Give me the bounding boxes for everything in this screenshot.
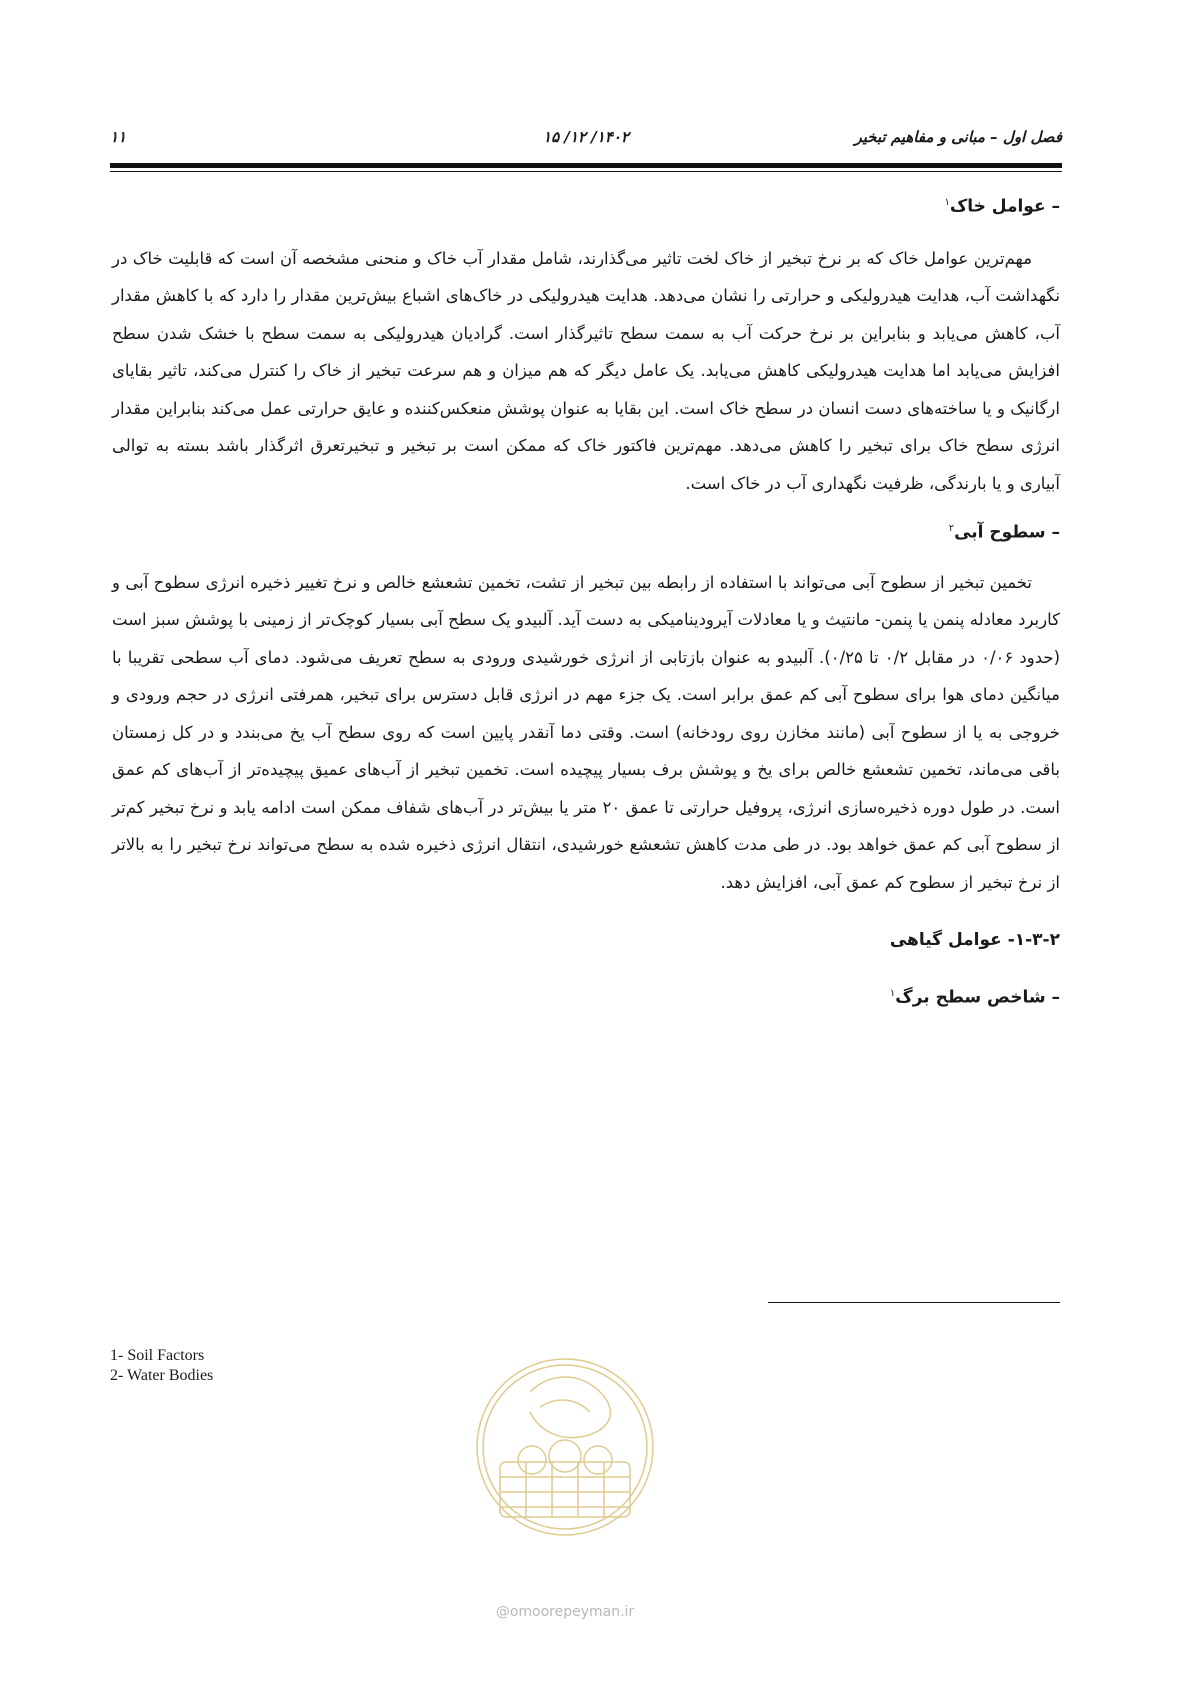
paragraph-soil: مهم‌ترین عوامل خاک که بر نرخ تبخیر از خاک لخت تاثیر می‌گذارند، شامل مقدار آب خاک و منحنی مشخصه آن است که قابلیت خاک در نگهداشت آب، هدایت هیدرولیکی و حرارتی را نشان می‌دهد. هدایت هیدرولیکی در خاک‌های اشباع بیش‌ترین مقدار را دارد که با کاهش مقدار آب، کاهش می‌یابد و بنابراین بر نرخ حرکت آب به سمت سطح تاثیرگذار است. گرادیان هیدرولیکی به سمت سطح با خشک شدن سطح افزایش می‌یابد اما هدایت هیدرولیکی کاهش می‌یابد. یک عامل دیگر که هم میزان و هم سرعت تبخیر از خاک را کنترل می‌کند، تاثیر بقایای ارگانیک و یا ساخته‌های دست انسان در سطح خاک است. این بقایا به عنوان پوشش منعکس‌کننده و عایق حرارتی عمل می‌کند بنابراین مقدار انرژی سطح خاک برای تبخیر را کاهش می‌دهد. مهم‌ترین فاکتور خاک که ممکن است بر تبخیر و تبخیرتعرق اثرگذار باشد بسته به توالی آبیاری و یا بارندگی، ظرفیت نگهداری آب در خاک است.	[112, 248, 1060, 493]
page-body	[112, 190, 1060, 1011]
footnote-separator	[768, 1302, 1060, 1303]
page-header	[110, 128, 1062, 150]
watermark-logo	[470, 1352, 660, 1542]
heading-water-text: – سطوح آبی	[954, 522, 1060, 543]
chapter-title: فصل اول – مبانی و مفاهیم تبخیر	[854, 128, 1062, 146]
watermark-url: @omoorepeyman.ir	[495, 1604, 635, 1620]
heading-water-bodies	[112, 516, 1060, 546]
header-date: ۱۴۰۲/ ۱۲/ ۱۵	[543, 128, 629, 146]
heading-leaf-area-index	[112, 981, 1060, 1011]
footnote-ref-lai: ۱	[889, 988, 896, 1000]
heading-soil-text: – عوامل خاک	[949, 196, 1060, 217]
footnotes	[110, 1346, 510, 1386]
header-rule-thick	[110, 163, 1062, 168]
heading-soil-factors	[112, 190, 1060, 220]
heading-lai-text: – شاخص سطح برگ	[895, 987, 1060, 1008]
paragraph-water: تخمین تبخیر از سطوح آبی می‌تواند با استفاده از رابطه بین تبخیر از تشت، تخمین تشعشع خالص و نرخ تغییر ذخیره انرژی سطوح آبی و کاربرد معادله پنمن یا پنمن- مانتیث و یا معادلات آیرودینامیکی به دست آید. آلبیدو یک سطح آبی بسیار کوچک‌تر از زمینی با پوشش سبز است (حدود ۰/۰۶ در مقابل ۰/۲ تا ۰/۲۵). آلبیدو به عنوان بازتابی از انرژی خورشیدی ورودی به سطح تعریف می‌شود. دمای آب سطحی تقریبا با میانگین دمای هوا برای سطوح آبی کم عمق برابر است. یک جزء مهم در انرژی قابل دسترس برای تبخیر، همرفتی انرژی در حجم ورودی و خروجی به یا از سطوح آبی (مانند مخازن روی رودخانه) است. وقتی دما آنقدر پایین است که روی سطح آب یخ می‌بندد و در کل زمستان باقی می‌ماند، تخمین تشعشع خالص برای یخ و پوشش برف بسیار پیچیده است. تخمین تبخیر از آب‌های عمیق پیچیده‌تر از آب‌های کم عمق است. در طول دوره ذخیره‌سازی انرژی، پروفیل حرارتی تا عمق ۲۰ متر یا بیش‌تر در آب‌های شفاف ممکن است ادامه یابد و نرخ تبخیر کم‌تر از سطوح آبی کم عمق خواهد بود. در طی مدت کاهش تشعشع خورشیدی، انتقال انرژی ذخیره شده به سطح می‌تواند نرخ تبخیر را به بالاتر از نرخ تبخیر از سطوح کم عمق آبی، افزایش دهد.	[112, 572, 1061, 892]
page-number: ۱۱	[110, 128, 127, 146]
footnote-2: 2- Water Bodies	[110, 1367, 214, 1384]
footnote-ref-2: ۲	[948, 523, 955, 535]
heading-plant-factors: ۱-۳-۲- عوامل گیاهی	[889, 930, 1060, 951]
header-rule-thin	[110, 171, 1062, 172]
footnote-1: 1- Soil Factors	[110, 1347, 205, 1364]
footnote-ref-1: ۱	[944, 197, 950, 208]
